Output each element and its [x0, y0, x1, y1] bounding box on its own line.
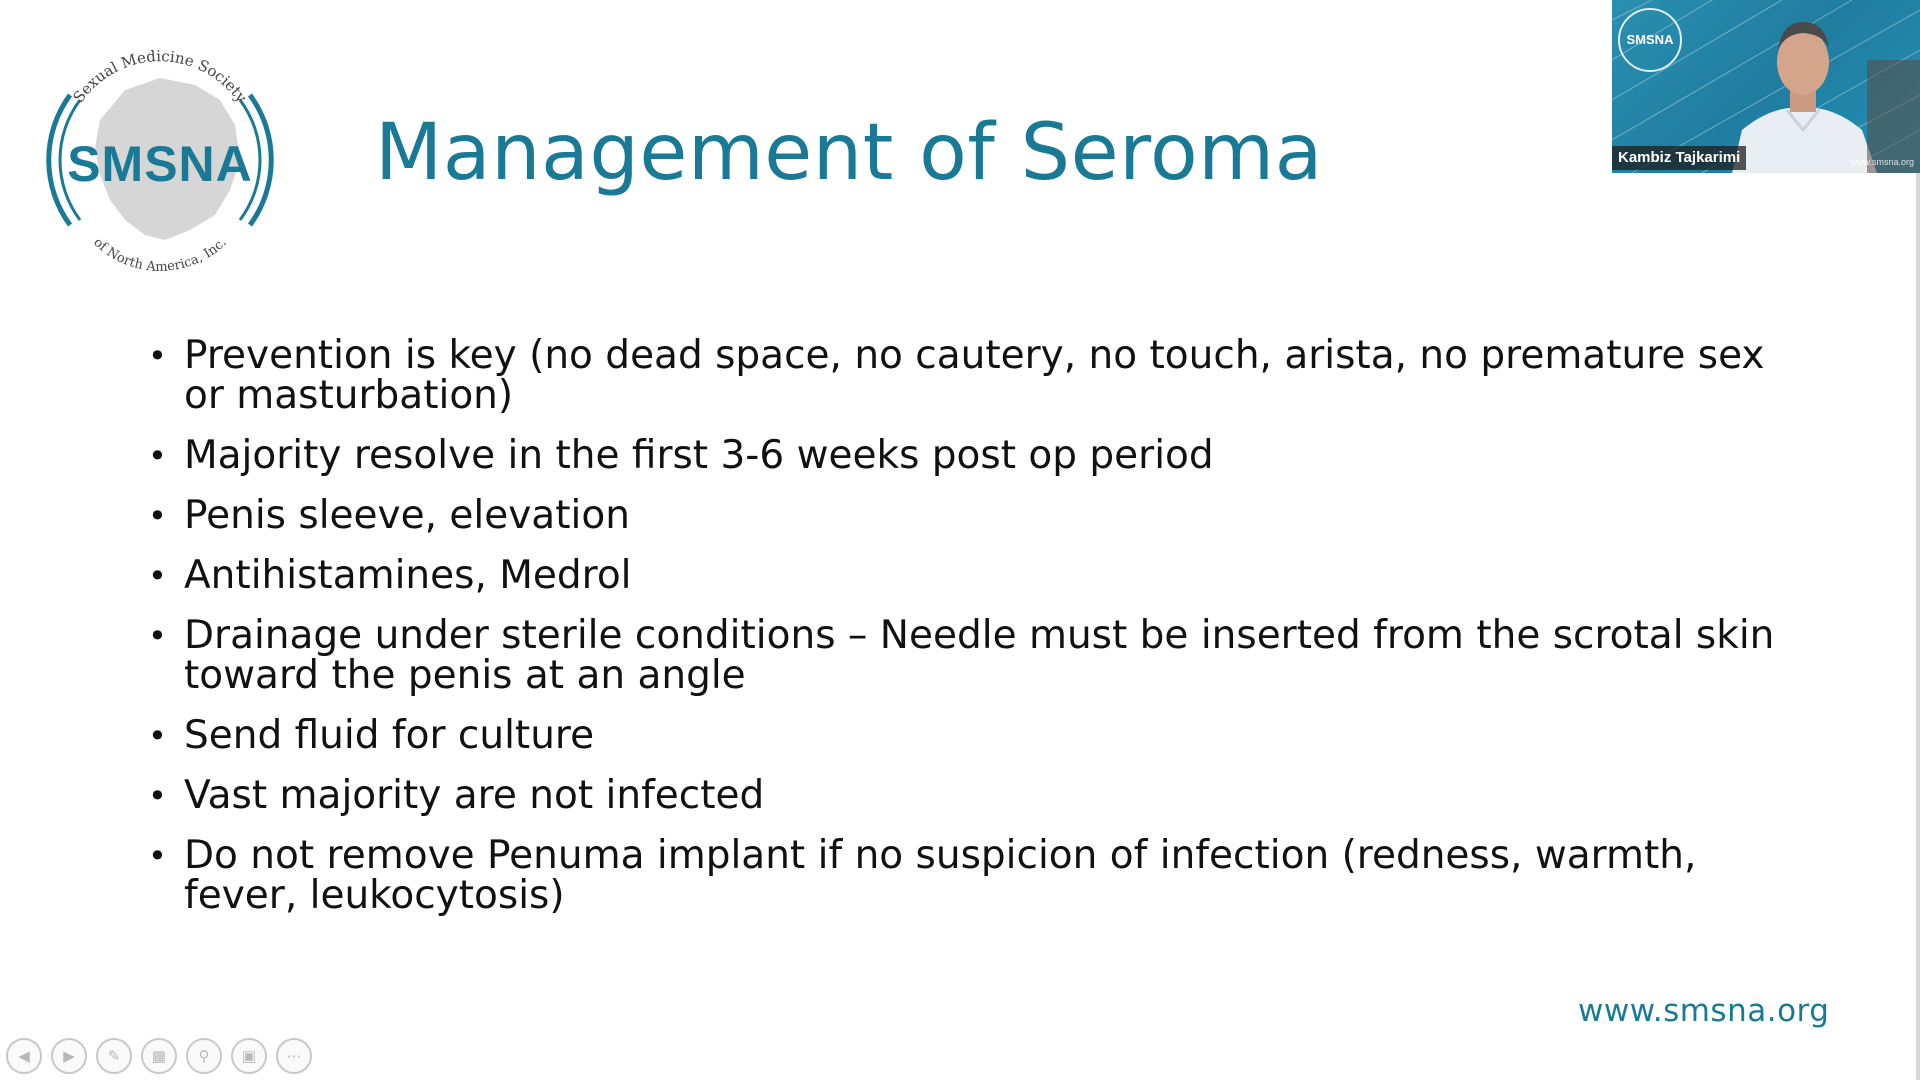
- bullet-text: Penis sleeve, elevation: [184, 493, 630, 538]
- previous-slide-icon[interactable]: ◀: [6, 1038, 42, 1074]
- bullet-item: [140, 833, 1780, 918]
- pen-icon[interactable]: ✎: [96, 1038, 132, 1074]
- website-link[interactable]: www.smsna.org: [1578, 993, 1830, 1029]
- bullet-dot-icon: •: [148, 837, 167, 875]
- window-edge: [1916, 173, 1920, 1080]
- presenter-toolbar: [6, 1038, 312, 1076]
- logo-main-text: SMSNA: [67, 136, 253, 192]
- bullet-item: [140, 613, 1780, 698]
- presenter-name-tag: Kambiz Tajkarimi: [1612, 146, 1746, 170]
- bullet-item: [140, 433, 1780, 478]
- more-options-icon[interactable]: ⋯: [276, 1038, 312, 1074]
- bullet-dot-icon: •: [148, 497, 167, 535]
- bullet-dot-icon: •: [148, 617, 167, 655]
- presenter-video-panel[interactable]: [1612, 0, 1920, 173]
- subtitles-icon[interactable]: ▣: [231, 1038, 267, 1074]
- bullet-item: [140, 493, 1780, 538]
- slides-grid-icon[interactable]: ▦: [141, 1038, 177, 1074]
- bullet-text: Vast majority are not infected: [184, 773, 765, 818]
- bullet-text: Do not remove Penuma implant if no suspicion of infection (redness, warmth, fever, leukocytosis): [184, 833, 1697, 918]
- logo-top-arc-text: Sexual Medicine Society: [69, 47, 251, 107]
- next-slide-icon[interactable]: ▶: [51, 1038, 87, 1074]
- bullet-dot-icon: •: [148, 777, 167, 815]
- bullet-item: [140, 773, 1780, 818]
- bullet-item: [140, 553, 1780, 598]
- video-url-text: www.smsna.org: [1850, 157, 1914, 167]
- bullet-item: [140, 333, 1780, 418]
- bullet-text: Drainage under sterile conditions – Needle must be inserted from the scrotal skin toward the penis at an angle: [184, 613, 1775, 698]
- bullet-item: [140, 713, 1780, 758]
- bullet-dot-icon: •: [148, 557, 167, 595]
- bullet-dot-icon: •: [148, 717, 167, 755]
- bullet-text: Antihistamines, Medrol: [184, 553, 632, 598]
- bullet-list: [140, 333, 1780, 936]
- bullet-dot-icon: •: [148, 337, 167, 375]
- video-smsna-logo: SMSNA: [1618, 8, 1682, 72]
- logo-bottom-arc-text: of North America, Inc.: [90, 235, 230, 275]
- bullet-text: Majority resolve in the first 3-6 weeks post op period: [184, 433, 1214, 478]
- svg-text:of North America, Inc.: [90, 235, 229, 275]
- zoom-icon[interactable]: ⚲: [186, 1038, 222, 1074]
- bullet-dot-icon: •: [148, 437, 167, 475]
- smsna-logo: [30, 30, 290, 290]
- bullet-text: Send fluid for culture: [184, 713, 595, 758]
- slide-title: Management of Seroma: [375, 108, 1323, 198]
- bullet-text: Prevention is key (no dead space, no cautery, no touch, arista, no premature sex or masturbation): [184, 333, 1765, 418]
